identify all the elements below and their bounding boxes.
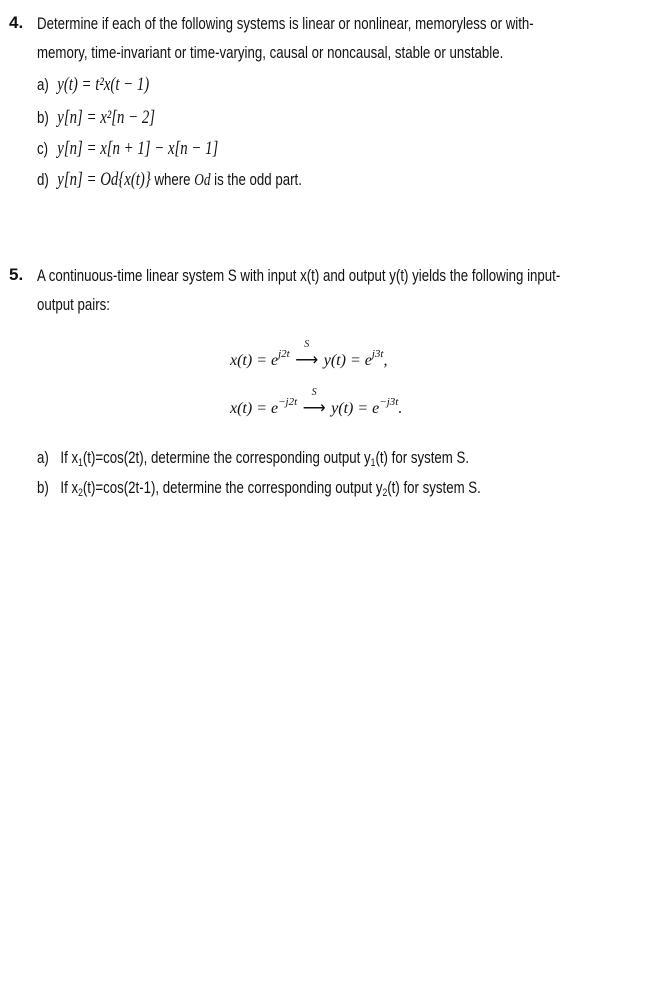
problem-4-item-b: b) y[n] = x²[n − 2] xyxy=(37,107,155,128)
problem-5-intro-line1: A continuous-time linear system S with input x(t) and output y(t) yields the following input- xyxy=(37,266,561,285)
io-pair-2: $x(t) = e^{-j2t}$ S ⟶ $y(t) = e^{-j3t}$. xyxy=(230,387,403,417)
problem-4-intro-line2: memory, time-invariant or time-varying, causal or noncausal, stable or unstable. xyxy=(37,43,504,62)
system-arrow-icon: S ⟶ xyxy=(302,387,326,417)
problem-5-intro-line2: output pairs: xyxy=(37,295,110,314)
problem-4-item-d: d) y[n] = Od{x(t)} where Od is the odd part. xyxy=(37,169,302,190)
equation-a: y(t) = t²x(t − 1) xyxy=(57,74,150,95)
problem-5-part-b: b) If $x_2(t)=\cos(2t-1)$, determine the corresponding output $y_2(t)$ for system S. xyxy=(37,478,481,499)
io-pair-1: $x(t) = e^{j2t}$ S ⟶ $y(t) = e^{j3t}$, xyxy=(230,339,388,369)
problem-4-item-a: a) y(t) = t²x(t − 1) xyxy=(37,74,150,95)
equation-d: y[n] = Od{x(t)} xyxy=(57,169,151,190)
equation-b: y[n] = x²[n − 2] xyxy=(57,107,155,128)
problem-4-item-c: c) y[n] = x[n + 1] − x[n − 1] xyxy=(37,138,219,159)
problem-4-intro-line1: Determine if each of the following systems is linear or nonlinear, memoryless or with- xyxy=(37,14,534,33)
problem-4-number: 4. xyxy=(9,13,24,32)
equation-c: y[n] = x[n + 1] − x[n − 1] xyxy=(57,138,219,159)
system-arrow-icon: S ⟶ xyxy=(295,339,319,369)
problem-5-part-a: a) If $x_1(t)=\cos(2t)$, determine the corresponding output $y_1(t)$ for system S. xyxy=(37,448,470,469)
problem-5-number: 5. xyxy=(9,265,24,284)
